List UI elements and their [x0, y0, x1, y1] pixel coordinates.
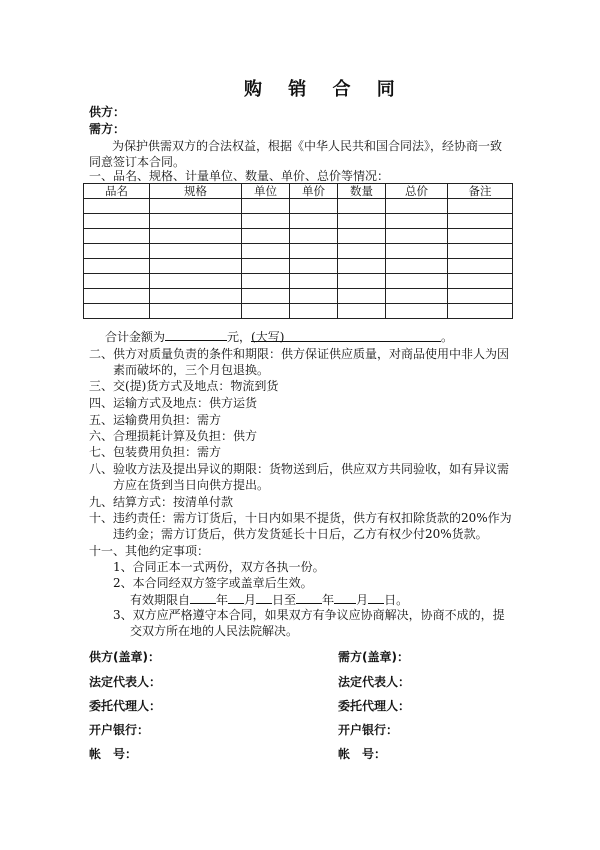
col-header-unit-price: 单价: [290, 184, 338, 199]
table-cell[interactable]: [290, 304, 338, 319]
table-cell[interactable]: [84, 229, 150, 244]
table-cell[interactable]: [242, 244, 290, 259]
table-cell[interactable]: [84, 244, 150, 259]
clause-11-item-3-line-2: 交双方所在地的人民法院解决。: [130, 624, 299, 638]
table-cell[interactable]: [386, 304, 448, 319]
table-row: [84, 274, 513, 289]
clause-4: 四、运输方式及地点：供方运货: [89, 396, 258, 410]
sig-right-agent: 委托代理人：: [338, 699, 411, 713]
total-amount-blank[interactable]: [165, 328, 227, 341]
table-cell[interactable]: [338, 259, 386, 274]
col-header-quantity: 数量: [338, 184, 386, 199]
table-cell[interactable]: [242, 289, 290, 304]
clause-2-line-2: 素而破坏的，三个月包退换。: [113, 363, 270, 377]
table-cell[interactable]: [386, 244, 448, 259]
table-cell[interactable]: [386, 229, 448, 244]
table-row: [84, 199, 513, 214]
clause-6: 六、合理损耗计算及负担：供方: [89, 429, 258, 443]
clause-2-line-1: 二、供方对质量负责的条件和期限：供方保证供应质量，对商品使用中非人为因: [89, 347, 510, 361]
table-cell[interactable]: [290, 199, 338, 214]
sig-left-supplier-seal: 供方(盖章)：: [89, 650, 160, 664]
clause-11-item-1: 1、合同正本一式两份，双方各执一份。: [113, 560, 325, 574]
validity-day-to: 日至: [272, 593, 297, 607]
table-cell[interactable]: [242, 214, 290, 229]
sig-left-account: 帐 号：: [89, 747, 138, 761]
total-end: 。: [441, 330, 454, 344]
table-cell[interactable]: [448, 244, 513, 259]
table-cell[interactable]: [150, 304, 242, 319]
table-cell[interactable]: [150, 274, 242, 289]
total-label: 合计金额为: [105, 330, 166, 344]
table-cell[interactable]: [338, 274, 386, 289]
col-header-remarks: 备注: [448, 184, 513, 199]
section-1-heading: 一、品名、规格、计量单位、数量、单价、总价等情况：: [89, 169, 390, 183]
table-cell[interactable]: [386, 274, 448, 289]
sig-left-agent: 委托代理人：: [89, 699, 162, 713]
validity-year-2: 年: [322, 593, 335, 607]
table-cell[interactable]: [290, 289, 338, 304]
table-cell[interactable]: [150, 244, 242, 259]
table-cell[interactable]: [290, 244, 338, 259]
table-cell[interactable]: [386, 289, 448, 304]
sig-left-legal-rep: 法定代表人：: [89, 675, 162, 689]
clause-7: 七、包装费用负担：需方: [89, 445, 222, 459]
table-cell[interactable]: [84, 199, 150, 214]
table-row: [84, 214, 513, 229]
buyer-label: 需方：: [89, 122, 126, 136]
table-cell[interactable]: [448, 289, 513, 304]
table-cell[interactable]: [150, 199, 242, 214]
table-row: [84, 289, 513, 304]
sig-right-legal-rep: 法定代表人：: [338, 675, 411, 689]
validity-start-year-blank[interactable]: [190, 591, 216, 604]
table-cell[interactable]: [386, 214, 448, 229]
goods-table: [83, 183, 513, 319]
table-cell[interactable]: [338, 244, 386, 259]
table-cell[interactable]: [448, 199, 513, 214]
validity-month-2: 月: [356, 593, 369, 607]
col-header-name: 品名: [84, 184, 150, 199]
table-cell[interactable]: [242, 259, 290, 274]
clause-3: 三、交(提)货方式及地点：物流到货: [89, 379, 279, 393]
table-cell[interactable]: [290, 274, 338, 289]
table-cell[interactable]: [150, 229, 242, 244]
clause-11-heading: 十一、其他约定事项：: [89, 544, 210, 558]
page-title: 购 销 合 同: [244, 79, 405, 100]
table-cell[interactable]: [386, 199, 448, 214]
table-row: [84, 244, 513, 259]
supplier-label: 供方：: [89, 105, 126, 119]
col-header-unit: 单位: [242, 184, 290, 199]
table-row: [84, 259, 513, 274]
sig-right-account: 帐 号：: [338, 747, 387, 761]
clause-9: 九、结算方式：按清单付款: [89, 495, 234, 509]
clause-11-item-2: 2、本合同经双方签字或盖章后生效。: [113, 576, 313, 590]
table-cell[interactable]: [338, 229, 386, 244]
validity-end-day-blank[interactable]: [368, 591, 384, 604]
table-cell[interactable]: [448, 229, 513, 244]
table-cell[interactable]: [290, 229, 338, 244]
table-cell[interactable]: [338, 214, 386, 229]
table-cell[interactable]: [290, 214, 338, 229]
clause-10-line-2: 违约金；需方订货后，供方发货延长十日后，乙方有权少付20%货款。: [113, 527, 488, 541]
table-cell[interactable]: [84, 214, 150, 229]
validity-month-1: 月: [244, 593, 257, 607]
table-cell[interactable]: [338, 289, 386, 304]
table-cell[interactable]: [448, 214, 513, 229]
table-cell[interactable]: [338, 199, 386, 214]
table-cell[interactable]: [242, 304, 290, 319]
clause-5: 五、运输费用负担：需方: [89, 413, 222, 427]
table-cell[interactable]: [84, 304, 150, 319]
table-cell[interactable]: [84, 259, 150, 274]
table-cell[interactable]: [150, 289, 242, 304]
col-header-total: 总价: [386, 184, 448, 199]
table-cell[interactable]: [242, 274, 290, 289]
table-cell[interactable]: [448, 259, 513, 274]
table-cell[interactable]: [242, 229, 290, 244]
intro-line-1: 为保护供需双方的合法权益，根据《中华人民共和国合同法》，经协商一致: [112, 139, 503, 153]
table-cell[interactable]: [386, 259, 448, 274]
sig-right-bank: 开户银行：: [338, 723, 399, 737]
table-cell[interactable]: [448, 304, 513, 319]
total-amount-line: [105, 328, 453, 345]
col-header-spec: 规格: [150, 184, 242, 199]
validity-prefix: 有效期限自: [130, 593, 191, 607]
total-daxie-blank[interactable]: [251, 329, 441, 342]
intro-line-2: 同意签订本合同。: [89, 155, 186, 169]
clause-10-line-1: 十、违约责任：需方订货后，十日内如果不提货，供方有权扣除货款的20%作为: [89, 511, 512, 525]
table-cell[interactable]: [150, 259, 242, 274]
clause-8-line-2: 方应在货到当日向供方提出。: [113, 478, 270, 492]
table-row: [84, 229, 513, 244]
validity-end-year-blank[interactable]: [296, 591, 322, 604]
clause-11-item-3-line-1: 3、双方应严格遵守本合同，如果双方有争议应协商解决，协商不成的，提: [113, 608, 505, 622]
validity-end-month-blank[interactable]: [334, 591, 356, 604]
table-header-row: [84, 184, 513, 199]
table-cell[interactable]: [448, 274, 513, 289]
table-cell[interactable]: [84, 274, 150, 289]
table-row: [84, 304, 513, 319]
table-cell[interactable]: [242, 199, 290, 214]
total-daxie-label: (大写): [251, 330, 285, 344]
goods-table-body: [84, 199, 513, 319]
sig-right-buyer-seal: 需方(盖章)：: [338, 650, 409, 664]
total-unit: 元，: [227, 330, 252, 344]
validity-day: 日。: [384, 593, 409, 607]
sig-left-bank: 开户银行：: [89, 723, 150, 737]
clause-8-line-1: 八、验收方法及提出异议的期限：货物送到后，供应双方共同验收，如有异议需: [89, 462, 510, 476]
validity-line: [130, 591, 408, 608]
table-cell[interactable]: [290, 259, 338, 274]
table-cell[interactable]: [338, 304, 386, 319]
validity-start-day-blank[interactable]: [256, 591, 272, 604]
validity-year-1: 年: [216, 593, 229, 607]
table-cell[interactable]: [150, 214, 242, 229]
validity-start-month-blank[interactable]: [228, 591, 244, 604]
table-cell[interactable]: [84, 289, 150, 304]
